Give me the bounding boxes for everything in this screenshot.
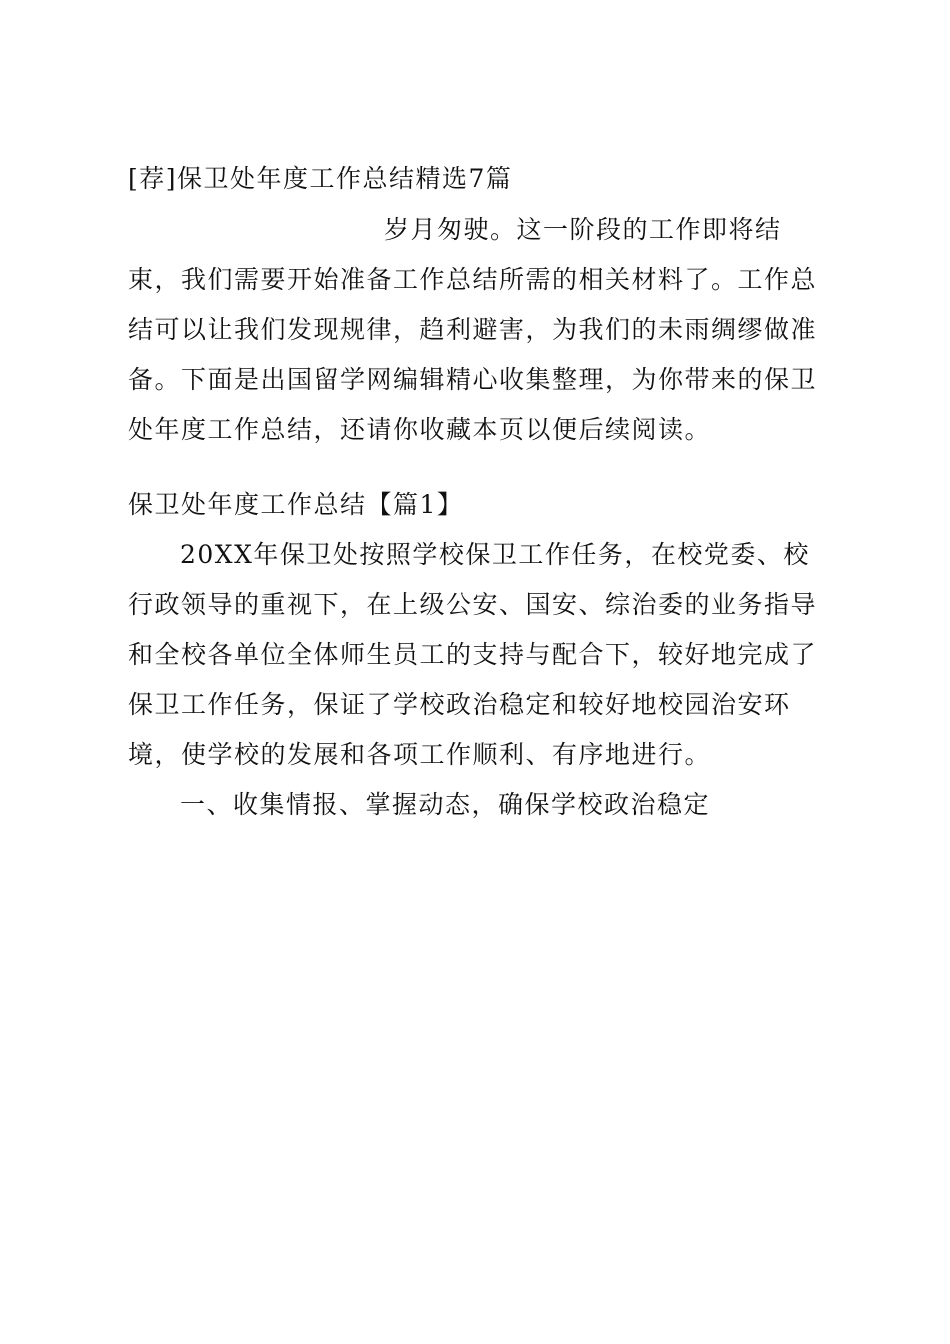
section-heading: 保卫处年度工作总结【篇1】 xyxy=(128,490,464,519)
sub-heading: 一、收集情报、掌握动态，确保学校政治稳定 xyxy=(180,790,711,819)
document-title: [荐]保卫处年度工作总结精选7篇 xyxy=(128,164,513,193)
intro-paragraph: 岁月匆驶。这一阶段的工作即将结束，我们需要开始准备工作总结所需的相关材料了。工作总结可以让我们发现规律，趋利避害，为我们的未雨绸缪做准备。下面是出国留学网编辑精心收集整理，为你带来的保卫处年度工作总结，还请你收藏本页以便后续阅读。 xyxy=(128,215,818,444)
body-paragraph: 20XX年保卫处按照学校保卫工作任务，在校党委、校行政领导的重视下，在上级公安、国安、综治委的业务指导和全校各单位全体师生员工的支持与配合下，较好地完成了保卫工作任务，保证了学校政治稳定和较好地校园治安环境，使学校的发展和各项工作顺利、有序地进行。 xyxy=(128,540,818,769)
